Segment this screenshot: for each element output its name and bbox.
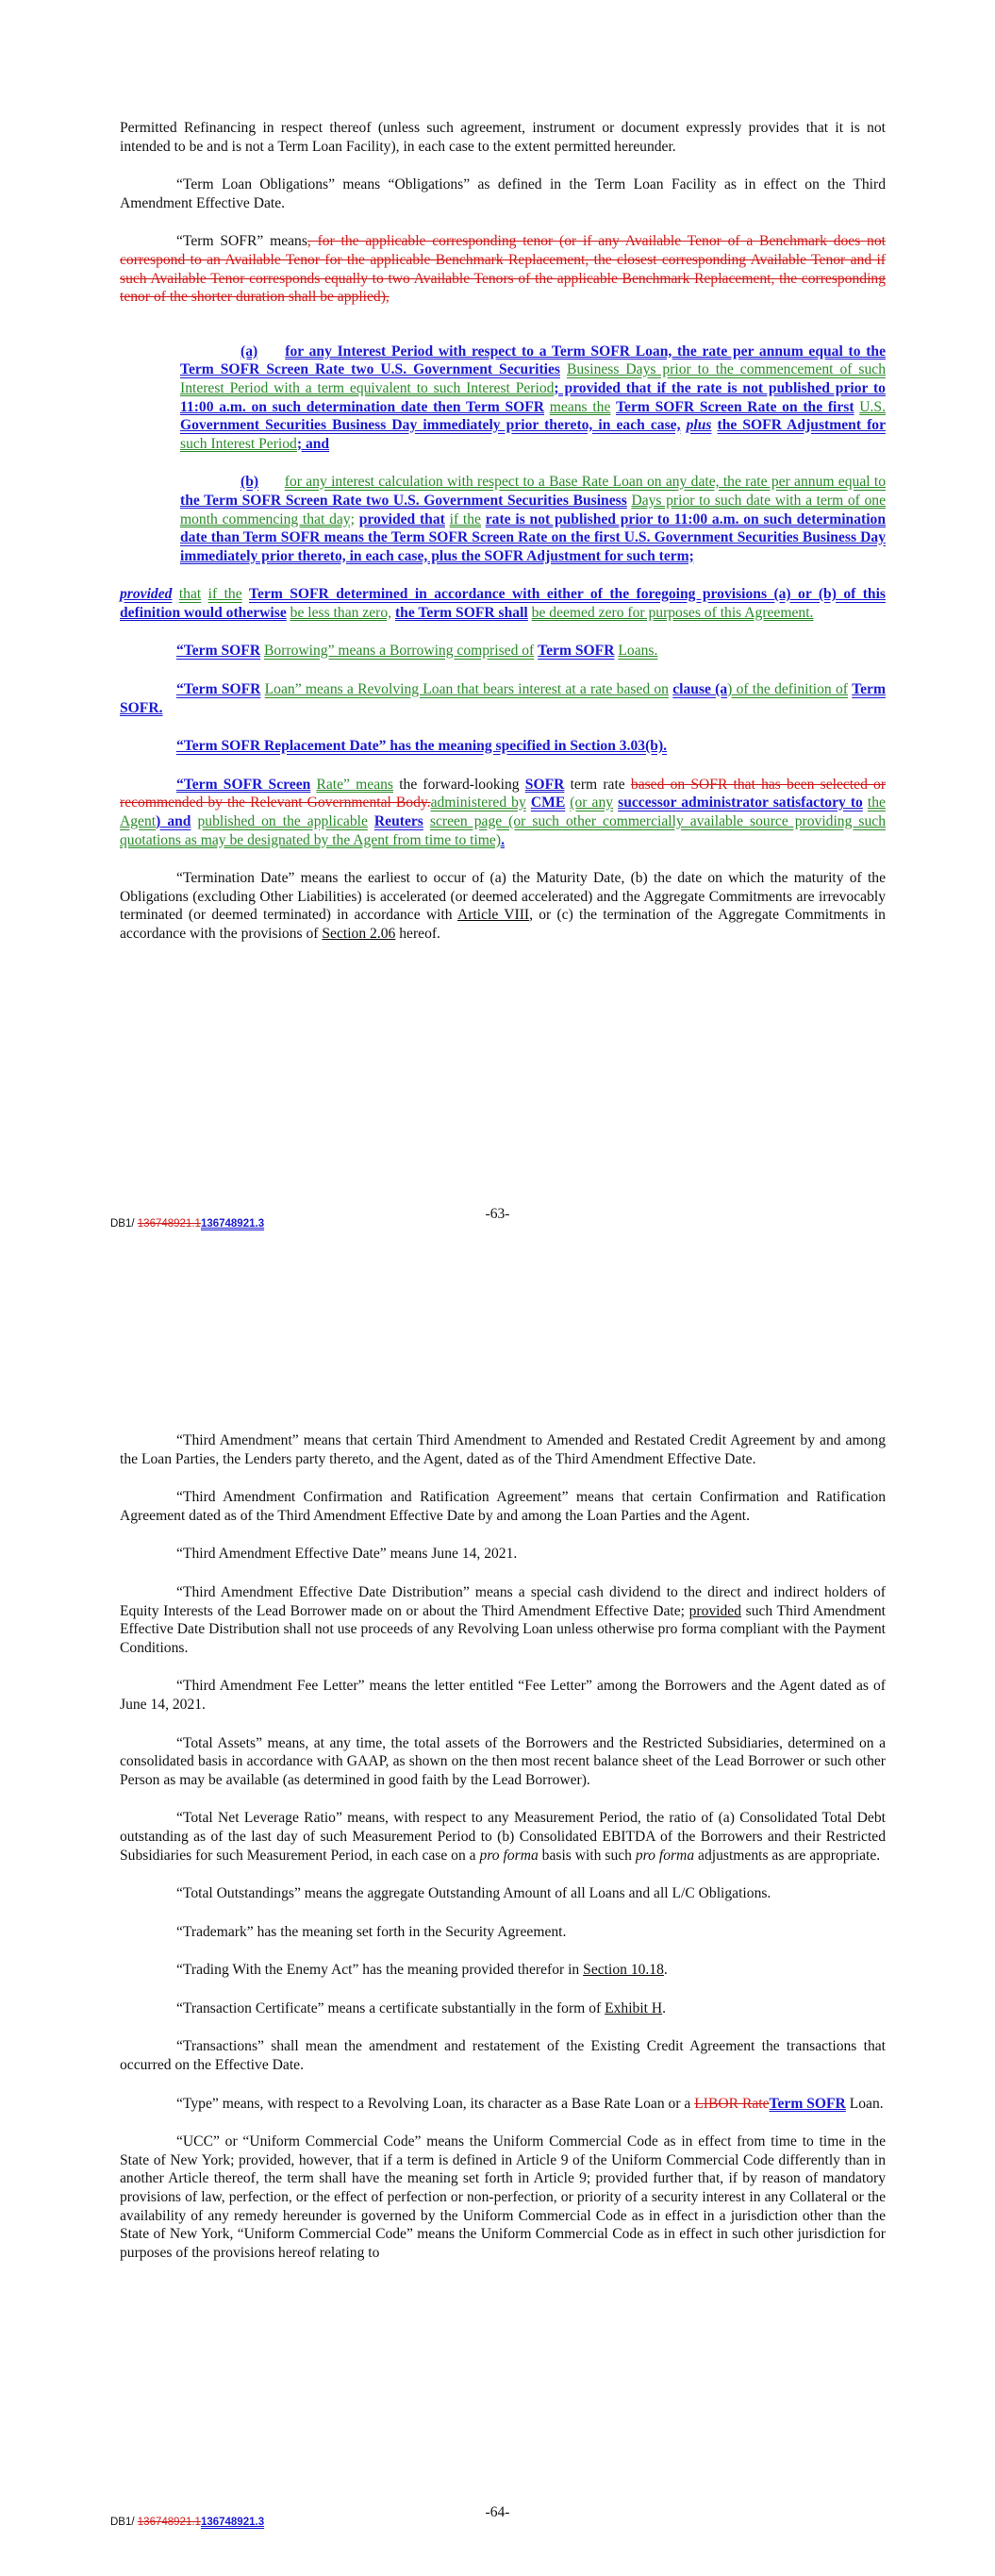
clause-label-a: (a) (240, 343, 258, 360)
definition-third-amendment-confirmation: “Third Amendment Confirmation and Ratification Agreement” means that certain Confirmation and Ratification Agreement dated as of the Third Amendment Effective Date by and among the Loan Parties and the Agent. (120, 1489, 886, 1524)
definition-term-sofr: “Term SOFR” means, for the applicable corresponding tenor (or if any Available Tenor of a Benchmark does not correspond to an Available Tenor for the applicable Benchmark Replacement, the closest corresponding Available Tenor and if such Available Tenor corresponds equally to two Available Tenors of the applicable Benchmark Replacement, the corresponding tenor of the shorter duration shall be applied), (120, 233, 886, 306)
definition-term-sofr-proviso: provided that if the Term SOFR determined in accordance with either of the foregoing provisions (a) or (b) of this definition would otherwise be less than zero, the Term SOFR shall be deemed zero for purposes of this Agreement. (120, 586, 886, 621)
definition-type: “Type” means, with respect to a Revolving Loan, its character as a Base Rate Loan or a LIBOR RateTerm SOFR Loan. (176, 2095, 884, 2112)
page-number: -63- (485, 1206, 510, 1222)
definition-term-sofr-borrowing: “Term SOFR Borrowing” means a Borrowing comprised of Term SOFR Loans. (176, 643, 658, 660)
definition-termination-date: “Termination Date” means the earliest to occur of (a) the Maturity Date, (b) the date on which the maturity of the Obligations (excluding Other Liabilities) is accelerated (or deemed accelerated) and the Aggregate Commitments are irrevocably terminated (or deemed terminated) in accordance with Article VIII, or (c) the termination of the Aggregate Commitments in accordance with the provisions of Section 2.06 hereof. (120, 870, 886, 942)
definition-third-amendment-distribution: “Third Amendment Effective Date Distribution” means a special cash dividend to the direct and indirect holders of Equity Interests of the Lead Borrower made on or about the Third Amendment Effective Date; provided such Third Amendment Effective Date Distribution shall not use proceeds of any Revolving Loan unless otherwise pro forma compliant with the Payment Conditions. (120, 1583, 887, 1656)
page-number: -64- (485, 2504, 510, 2520)
paragraph-permitted-refinancing: Permitted Refinancing in respect thereof (unless such agreement, instrument or document expressly provides that it is not intended to be and is not a Term Loan Facility), in each case to the extent permitted hereunder. (120, 120, 886, 155)
definition-total-net-leverage-ratio: “Total Net Leverage Ratio” means, with respect to any Measurement Period, the ratio of (a) Consolidated Total Debt outstanding as of the last day of such Measurement Period to (b) Consolidated EBITDA of the Borrowers and their Restricted Subsidiaries for such Measurement Period, in each case on a pro forma basis with such pro forma adjustments as are appropriate. (120, 1810, 886, 1864)
definition-transactions: “Transactions” shall mean the amendment and restatement of the Existing Credit Agreement the transactions that occurred on the Effective Date. (120, 2038, 886, 2074)
page-content (120, 119, 886, 944)
definition-term-sofr-clause-a: (a) for any Interest Period with respect to a Term SOFR Loan, the rate per annum equal to the Term SOFR Screen Rate two U.S. Government Securities Business Days prior to the commencement of such Interest Period with a term equivalent to such Interest Period; provided that if the rate is not published prior to 11:00 a.m. on such determination date then Term SOFR means the Term SOFR Screen Rate on the first U.S. Government Securities Business Day immediately prior thereto, in each case, plus the SOFR Adjustment for such Interest Period; and (180, 343, 886, 452)
definition-term-sofr-replacement-date: “Term SOFR Replacement Date” has the meaning specified in Section 3.03(b). (176, 738, 668, 755)
definition-trading-with-enemy-act: “Trading With the Enemy Act” has the meaning provided therefor in Section 10.18. (176, 1962, 668, 1979)
definition-third-amendment-effective-date: “Third Amendment Effective Date” means June 14, 2021. (176, 1546, 518, 1563)
deleted-text: , for the applicable corresponding tenor (or if any Available Tenor of a Benchmark does not correspond to an Available Tenor for the applicable Benchmark Replacement, the closest corresponding Available Tenor and if such Available Tenor corresponds equally to two Available Tenors of the applicable Benchmark Replacement, the corresponding tenor of the shorter duration shall be applied), (120, 233, 886, 306)
document-id-footer: DB1/ 136748921.1136748921.3 (110, 1218, 265, 1229)
definition-term-sofr-clause-b: (b) for any interest calculation with respect to a Base Rate Loan on any date, the rate per annum equal to the Term SOFR Screen Rate two U.S. Government Securities Business Days prior to such date with a term of one month commencing that day; provided that if the rate is not published prior to 11:00 a.m. on such determination date than Term SOFR means the Term SOFR Screen Rate on the first U.S. Government Securities Business Day immediately prior thereto, in each case, plus the SOFR Adjustment for such term; (180, 474, 887, 564)
definition-total-assets: “Total Assets” means, at any time, the total assets of the Borrowers and the Restricted Subsidiaries, determined on a consolidated basis in accordance with GAAP, as shown on the then most recent balance sheet of the Lead Borrower or such other Person as may be available (as determined in good faith by the Lead Borrower). (120, 1734, 886, 1788)
page-content (120, 1431, 886, 2262)
definition-third-amendment: “Third Amendment” means that certain Third Amendment to Amended and Restated Credit Agreement by and among the Loan Parties, the Lenders party thereto, and the Agent, dated as of the Third Amendment Effective Date. (120, 1432, 886, 1467)
definition-total-outstandings: “Total Outstandings” means the aggregate Outstanding Amount of all Loans and all L/C Obligations. (176, 1885, 771, 1902)
cross-reference-link[interactable]: Exhibit H (605, 1999, 663, 2016)
definition-third-amendment-fee-letter: “Third Amendment Fee Letter” means the letter entitled “Fee Letter” among the Borrowers and the Agent dated as of June 14, 2021. (120, 1678, 886, 1713)
document-page-63 (0, 0, 995, 1264)
definition-trademark: “Trademark” has the meaning set forth in the Security Agreement. (176, 1923, 567, 1940)
deleted-text: LIBOR Rate (694, 2095, 770, 2112)
cross-reference-link[interactable]: Section 2.06 (322, 926, 396, 942)
cross-reference-link[interactable]: Article VIII (457, 907, 530, 924)
definition-term-loan-obligations: “Term Loan Obligations” means “Obligations” as defined in the Term Loan Facility as in effect on the Third Amendment Effective Date. (120, 176, 886, 211)
document-id-footer: DB1/ 136748921.1136748921.3 (110, 2517, 265, 2528)
clause-label-b: (b) (240, 474, 259, 491)
definition-transaction-certificate: “Transaction Certificate” means a certificate substantially in the form of Exhibit H. (176, 1999, 667, 2016)
deleted-text: based on SOFR that has been selected or recommended by the Relevant Governmental Body. (120, 776, 887, 811)
cross-reference-link[interactable]: Section 10.18 (583, 1962, 664, 1979)
definition-term-sofr-screen-rate: “Term SOFR Screen Rate” means the forward-looking SOFR term rate based on SOFR that has been selected or recommended by the Relevant Governmental Body.administered by CME (or any successor administrator satisfactory to the Agent) and published on the applicable Reuters screen page (or such other commercially available source providing such quotations as may be designated by the Agent from time to time). (120, 776, 887, 848)
definition-ucc: “UCC” or “Uniform Commercial Code” means the Uniform Commercial Code as in effect from time to time in the State of New York; provided, however, that if a term is defined in Article 9 of the Uniform Commercial Code differently than in another Article thereof, the term shall have the meaning set forth in Article 9; provided further that, if by reason of mandatory provisions of law, perfection, or the effect of perfection or non-perfection, or priority of a security interest in any Collateral or the availability of any remedy hereunder is governed by the Uniform Commercial Code as in effect in a jurisdiction other than the State of New York, “Uniform Commercial Code” means the Uniform Commercial Code as in effect in such other jurisdiction for purposes of the provisions hereof relating to (120, 2133, 886, 2261)
document-page-64 (0, 1359, 995, 2576)
definition-term-sofr-loan: “Term SOFR Loan” means a Revolving Loan that bears interest at a rate based on clause (a) of the definition of Term SOFR. (120, 681, 886, 716)
